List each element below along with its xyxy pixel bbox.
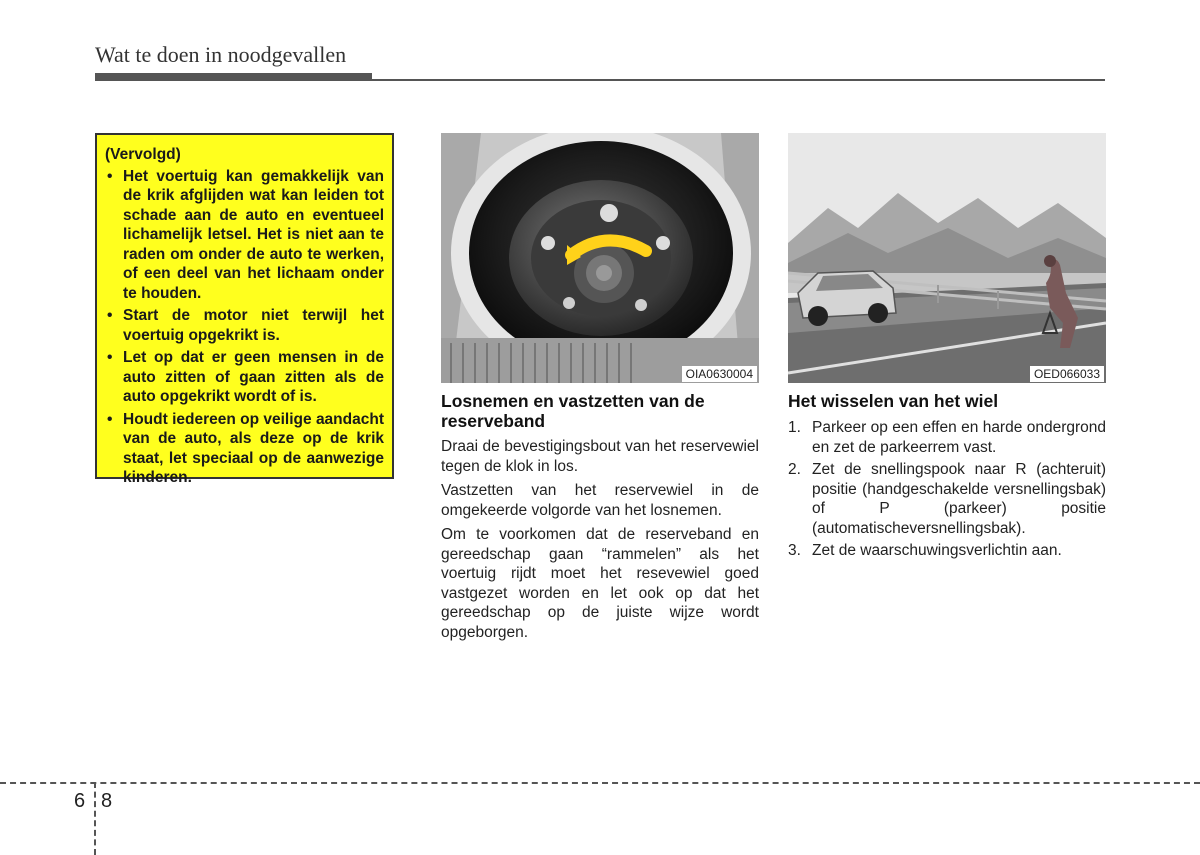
figure-code-left: OIA0630004 [682,366,757,382]
section-heading-spare-tire: Losnemen en vastzetten van de reserveband [441,391,705,431]
bullet-icon: • [107,167,113,185]
page-chapter-number: 6 [74,790,86,812]
warning-item: • Het voertuig kan gemakkelijk van de krik afglijden wat kan leiden tot schade aan de auto en eventueel lichamelijk letsel. Het is niet aan te raden om onder de auto te werken, of een deel van het lichaam onder te houden. [107,167,384,302]
paragraph: Om te voorkomen dat de reserveband en gereedschap gaan “rammelen” als het voertuig rijdt moet het resevewiel goed vastgezet worden en let ook op dat het gereedschap op de juiste wijze wordt opgeborgen. [441,526,759,641]
page-header-title: Wat te doen in noodgevallen [95,42,347,67]
warning-continued-label: (Vervolgd) [105,146,181,163]
step-item: 1. Parkeer op een effen en harde ondergrond en zet de parkeerrem vast. [788,419,1106,456]
bullet-icon: • [107,349,113,366]
header-rule [95,79,1105,81]
warning-item: • Let op dat er geen mensen in de auto zitten of gaan zitten als de auto opgekrikt wordt of is. [107,349,384,405]
spare-tire-illustration [441,133,759,383]
section-body-spare-tire [441,437,759,647]
footer-divider [0,782,1200,784]
paragraph: Vastzetten van het reservewiel in de omgekeerde volgorde van het losnemen. [441,482,759,519]
paragraph: Draai de bevestigingsbout van het reservewiel tegen de klok in los. [441,438,759,475]
footer-vertical-divider [94,782,96,855]
bullet-icon: • [107,307,113,324]
warning-item: • Start de motor niet terwijl het voertuig opgekrikt is. [107,307,384,344]
page-number: 8 [101,790,113,812]
bullet-icon: • [107,410,113,428]
figure-code-right: OED066033 [1030,366,1104,382]
roadside-illustration [788,133,1106,383]
warning-list [105,167,384,488]
step-item: 2. Zet de snellingspook naar R (achteruit) positie (handgeschakelde versnellingsbak) of P (parkeer) positie (automatischeversnellingsbak). [788,461,1106,537]
roadside-graphic [788,133,1106,383]
step-item: 3. Zet de waarschuwingsverlichtin aan. [788,542,1062,559]
warning-box [95,133,394,486]
warning-item: • Houdt iedereen op veilige aandacht van de auto, als deze op de krik staat, let speciaal op de aanwezige kinderen. [107,410,384,486]
spare-tire-graphic [441,133,759,383]
section-heading-wheel-change: Het wisselen van het wiel [788,391,999,411]
wheel-change-steps [788,418,1106,564]
